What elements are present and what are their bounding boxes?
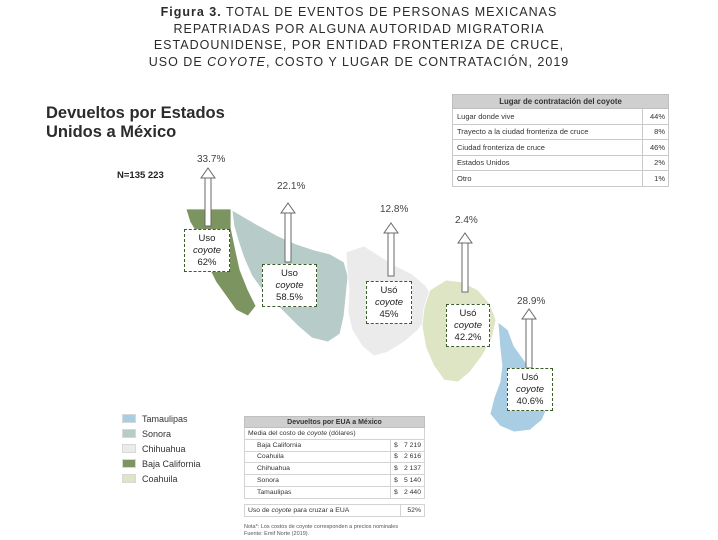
sample-size-label: N=135 223 (117, 170, 164, 181)
coyote-use-box-tamaulipas (507, 368, 553, 411)
legend-item-coahuila (122, 471, 201, 486)
legend-item-baja-california (122, 456, 201, 471)
title-line-4-pre: USO DE (148, 54, 208, 69)
share-label-tamaulipas: 28.9% (517, 296, 546, 307)
row-label: Lugar donde vive (453, 109, 643, 125)
coyote-use-l1: Usó (380, 285, 398, 296)
share-label-sonora: 22.1% (277, 181, 306, 192)
table-row (453, 155, 669, 171)
row-value: 2 440 (401, 486, 425, 498)
legend-label: Baja California (142, 458, 201, 469)
subheader-pre: Media del costo de (248, 429, 307, 437)
legend-item-chihuahua (122, 441, 201, 456)
row-currency: $ (391, 475, 401, 487)
legend-swatch (122, 444, 136, 453)
table-row (245, 463, 425, 475)
coyote-use-l2: coyote (454, 320, 482, 331)
coyote-use-box-baja-california (184, 229, 230, 272)
row-value: 1% (643, 171, 669, 187)
row-label: Coahuila (245, 451, 391, 463)
coyote-use-l3: 58.5% (276, 292, 303, 303)
coyote-use-l3: 40.6% (516, 396, 544, 407)
table-row (245, 486, 425, 498)
title-line-4-italic: COYOTE (207, 54, 266, 69)
row-label: Tamaulipas (245, 486, 391, 498)
title-line-2: REPATRIADAS POR ALGUNA AUTORIDAD MIGRATORIA (173, 21, 545, 36)
table-row (245, 475, 425, 487)
row-currency: $ (391, 451, 401, 463)
title-line-4-post: , COSTO Y LUGAR DE CONTRATACIÓN, 2019 (265, 54, 570, 69)
coyote-use-l3: 42.2% (454, 332, 482, 343)
coyote-use-box-coahuila (446, 304, 490, 347)
source-notes (244, 524, 398, 538)
source-line: Fuente: Emif Norte (2019). (244, 531, 310, 537)
table-row (453, 171, 669, 187)
row-value: 2 616 (401, 451, 425, 463)
footer-italic: coyote (271, 506, 292, 514)
coyote-use-l2: coyote (375, 297, 403, 308)
title-line-1: TOTAL DE EVENTOS DE PERSONAS MEXICANAS (225, 5, 558, 19)
cost-table-header: Devueltos por EUA a México (245, 417, 425, 428)
table-row (453, 124, 669, 140)
coyote-use-l1: Uso (198, 233, 216, 244)
map-heading-line-2: Unidos a México (46, 123, 177, 141)
table-row (453, 140, 669, 156)
row-value: 44% (643, 109, 669, 125)
note-line: Nota*: Los costos de coyote corresponden a precios nominales (244, 524, 399, 530)
share-label-chihuahua: 12.8% (380, 204, 409, 215)
title-line-3: ESTADOUNIDENSE, POR ENTIDAD FRONTERIZA DE CRUCE, (153, 38, 565, 52)
table-row (245, 451, 425, 463)
legend-swatch (122, 414, 136, 423)
row-currency: $ (391, 486, 401, 498)
row-value: 46% (643, 140, 669, 156)
coyote-use-l2: coyote (516, 384, 544, 395)
coyote-use-l3: 62% (197, 257, 217, 268)
map-legend (122, 411, 201, 486)
subheader-post: (dólares) (326, 429, 356, 437)
share-label-baja-california: 33.7% (197, 154, 226, 165)
row-label: Otro (453, 171, 643, 187)
share-label-coahuila: 2.4% (455, 215, 478, 226)
row-label: Baja California (245, 439, 391, 451)
contract-location-table (452, 94, 669, 187)
cost-table-footer (245, 504, 425, 516)
coyote-use-l1: Usó (521, 372, 539, 383)
row-value: 2% (643, 155, 669, 171)
contract-table-header: Lugar de contratación del coyote (453, 95, 669, 109)
coyote-use-l1: Uso (281, 268, 298, 279)
row-value: 7 219 (401, 439, 425, 451)
coyote-use-l2: coyote (193, 245, 221, 256)
legend-swatch (122, 459, 136, 468)
footer-value: 52% (401, 504, 425, 516)
subheader-italic: coyote (306, 429, 327, 437)
row-label: Chihuahua (245, 463, 391, 475)
coyote-use-l3: 45% (379, 309, 399, 320)
row-currency: $ (391, 463, 401, 475)
row-label: Ciudad fronteriza de cruce (453, 140, 643, 156)
footer-post: para cruzar a EUA (291, 506, 350, 514)
cost-table-subheader (245, 428, 425, 440)
figure-label: Figura 3. (160, 5, 222, 19)
row-value: 5 140 (401, 475, 425, 487)
row-value: 2 137 (401, 463, 425, 475)
arrow-tamaulipas (522, 309, 536, 368)
legend-label: Chihuahua (142, 443, 186, 454)
row-label: Sonora (245, 475, 391, 487)
coyote-use-box-sonora (262, 264, 317, 307)
table-row (453, 109, 669, 125)
legend-label: Coahuila (142, 473, 178, 484)
legend-swatch (122, 474, 136, 483)
row-currency: $ (391, 439, 401, 451)
legend-item-tamaulipas (122, 411, 201, 426)
table-row (245, 439, 425, 451)
legend-label: Tamaulipas (142, 413, 188, 424)
coyote-use-box-chihuahua (366, 281, 412, 324)
coyote-use-l1: Usó (459, 308, 477, 319)
legend-item-sonora (122, 426, 201, 441)
row-label: Estados Unidos (453, 155, 643, 171)
map-heading-line-1: Devueltos por Estados (46, 104, 225, 122)
row-label: Trayecto a la ciudad fronteriza de cruce (453, 124, 643, 140)
footer-pre: Uso de (248, 506, 272, 514)
coyote-use-l2: coyote (275, 280, 304, 291)
legend-label: Sonora (142, 428, 172, 439)
row-value: 8% (643, 124, 669, 140)
coyote-cost-table (244, 416, 425, 517)
legend-swatch (122, 429, 136, 438)
